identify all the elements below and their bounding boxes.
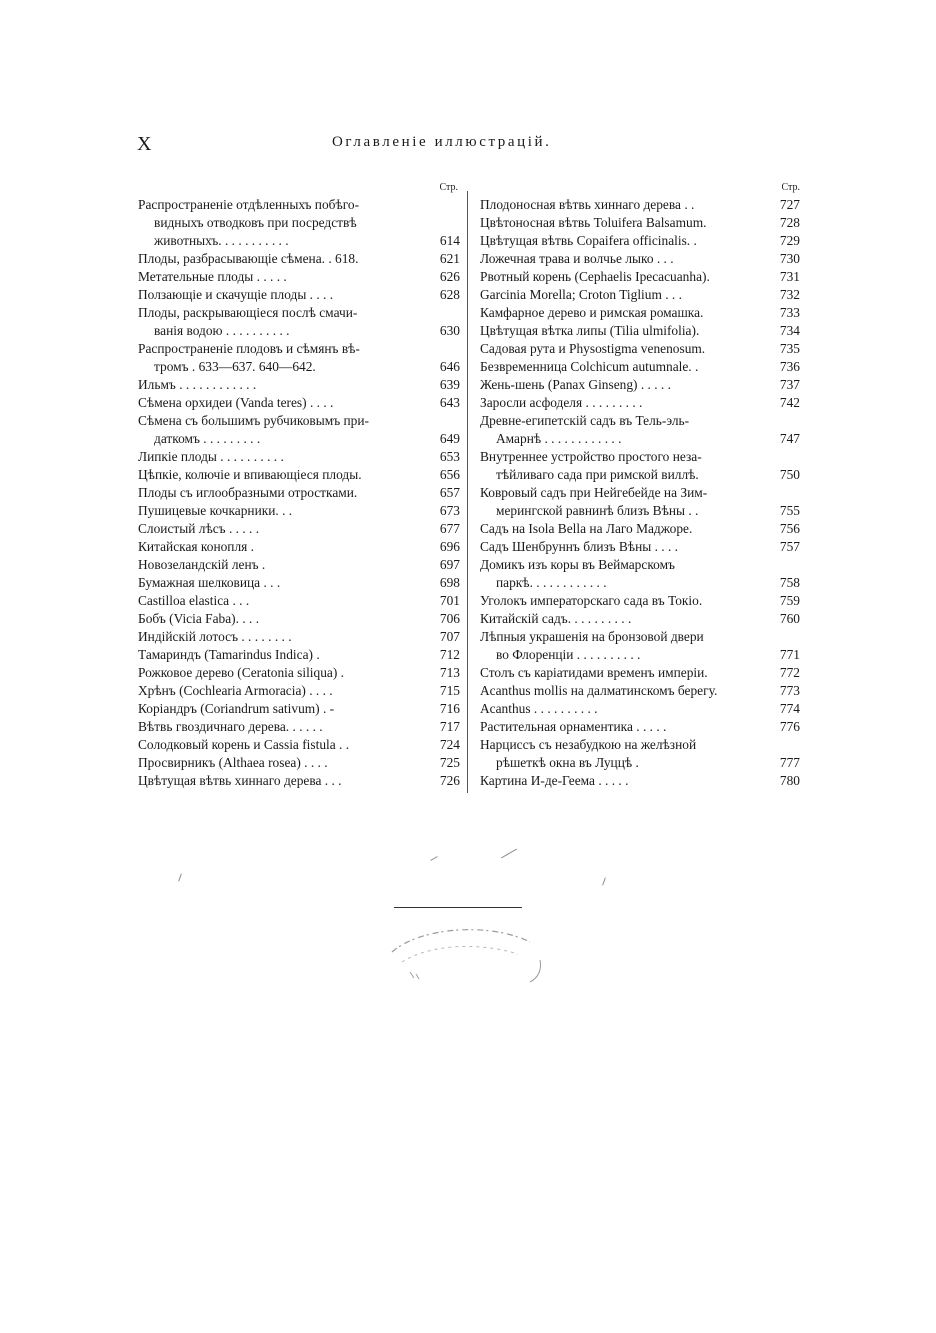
toc-page-number: 716 <box>439 701 460 716</box>
toc-entry-text: Вѣтвь гвоздичнаго дерева. . . . . . <box>138 719 323 734</box>
toc-entry-text: Просвирникъ (Althaea rosea) . . . . <box>138 755 328 770</box>
page-title: Оглавленіе иллюстрацій. <box>332 134 552 150</box>
toc-entry-title <box>480 538 800 556</box>
toc-entry <box>138 556 460 574</box>
toc-entry-text: Картина И-де-Геема . . . . . <box>480 773 629 788</box>
toc-entry-title <box>480 736 800 754</box>
toc-entry-title <box>480 196 800 214</box>
toc-entry-title <box>480 250 800 268</box>
toc-entry-text: рѣшеткѣ окна въ Луццѣ . <box>496 755 639 770</box>
toc-page-number: 733 <box>779 305 800 320</box>
toc-entry-title <box>480 520 800 538</box>
toc-page-number: 713 <box>439 665 460 680</box>
toc-entry-text: Нарциссъ съ незабудкою на желѣзной <box>480 737 697 752</box>
toc-page-number: 621 <box>439 251 460 266</box>
ink-speck <box>602 878 606 886</box>
toc-entry-title <box>480 484 800 502</box>
toc-entry <box>138 376 460 394</box>
toc-entry-text: ванія водою . . . . . . . . . . <box>154 323 290 338</box>
toc-entry-text: Уголокъ императорскаго сада въ Токіо. <box>480 593 703 608</box>
toc-page-number: 777 <box>779 755 800 770</box>
toc-entry-text: Китайская конопля . <box>138 539 255 554</box>
toc-entry <box>480 592 800 610</box>
toc-entry <box>138 196 460 250</box>
toc-entry <box>480 214 800 232</box>
toc-entry-title <box>138 628 460 646</box>
toc-entry <box>138 520 460 538</box>
toc-entry-text: даткомъ . . . . . . . . . <box>154 431 261 446</box>
toc-page-number: 626 <box>439 269 460 284</box>
toc-entry <box>480 700 800 718</box>
toc-entry <box>480 340 800 358</box>
toc-page-number: 750 <box>779 467 800 482</box>
toc-page-number: 712 <box>439 647 460 662</box>
toc-entry-title <box>480 682 800 700</box>
toc-entry <box>480 628 800 664</box>
toc-page-number: 771 <box>779 647 800 662</box>
toc-entry <box>138 718 460 736</box>
column-divider <box>467 191 468 793</box>
toc-entry-title <box>138 412 460 430</box>
toc-entry <box>480 538 800 556</box>
toc-entry-text: Амарнѣ . . . . . . . . . . . . <box>496 431 622 446</box>
toc-page-number: 725 <box>439 755 460 770</box>
toc-entry-text: Индійскій лотосъ . . . . . . . . <box>138 629 292 644</box>
toc-entry <box>480 268 800 286</box>
toc-entry <box>138 646 460 664</box>
toc-entry-text: тѣйливаго сада при римской виллѣ. <box>496 467 699 482</box>
toc-entry-text: паркѣ. . . . . . . . . . . . <box>496 575 607 590</box>
toc-entry <box>138 394 460 412</box>
toc-entry-text: Цвѣтущая вѣтвь хиннаго дерева . . . <box>138 773 342 788</box>
toc-entry-continuation <box>138 322 460 340</box>
toc-entry-title <box>480 394 800 412</box>
footer-rule <box>394 907 522 908</box>
toc-page-number: 757 <box>779 539 800 554</box>
toc-entry-text: Безвременница Colchicum autumnale. . <box>480 359 699 374</box>
toc-entry-title <box>480 304 800 322</box>
toc-entry <box>480 304 800 322</box>
toc-entry-continuation <box>138 430 460 448</box>
toc-entry-text: Столъ съ каріатидами временъ имперіи. <box>480 665 708 680</box>
toc-entry-text: Garcinia Morella; Croton Tiglium . . . <box>480 287 682 302</box>
toc-entry <box>480 772 800 790</box>
toc-page-number: 726 <box>439 773 460 788</box>
toc-entry-text: Садовая рута и Physostigma venenosum. <box>480 341 706 356</box>
toc-entry-text: Цвѣтущая вѣтвь Copaifera officinalis. . <box>480 233 697 248</box>
toc-entry-title <box>138 466 460 484</box>
toc-entry <box>138 664 460 682</box>
toc-entry-title <box>480 340 800 358</box>
toc-entry-continuation <box>480 574 800 592</box>
library-stamp-mark <box>380 922 555 990</box>
toc-entry-text: Жень-шень (Panax Ginseng) . . . . . <box>480 377 671 392</box>
toc-entry <box>138 412 460 448</box>
toc-entry-title <box>138 754 460 772</box>
toc-page-number: 772 <box>779 665 800 680</box>
toc-entry <box>138 682 460 700</box>
toc-entry-continuation <box>480 646 800 664</box>
toc-page-number: 737 <box>779 377 800 392</box>
toc-entry-text: Новозеландскій ленъ . <box>138 557 266 572</box>
toc-page-number: 734 <box>779 323 800 338</box>
toc-entry <box>480 250 800 268</box>
toc-entry-title <box>480 610 800 628</box>
toc-entry-title <box>138 268 460 286</box>
toc-entry-text: Цѣпкіе, колючіе и впивающіеся плоды. <box>138 467 362 482</box>
page-column-header: Стр. <box>781 182 800 193</box>
toc-entry-text: Сѣмена съ большимъ рубчиковымъ при- <box>138 413 369 428</box>
toc-entry-text: Камфарное дерево и римская ромашка. <box>480 305 704 320</box>
toc-page-number: 773 <box>779 683 800 698</box>
page-number: X <box>137 133 152 155</box>
toc-entry-title <box>138 700 460 718</box>
toc-entry-title <box>138 502 460 520</box>
toc-entry-title <box>480 664 800 682</box>
toc-entry <box>138 700 460 718</box>
toc-page-number: 628 <box>439 287 460 302</box>
toc-page-number: 729 <box>779 233 800 248</box>
toc-entry-continuation <box>138 214 460 232</box>
toc-entry-continuation <box>138 358 460 376</box>
toc-page-number: 697 <box>439 557 460 572</box>
toc-entry-text: Лѣпныя украшенія на бронзовой двери <box>480 629 704 644</box>
toc-entry-text: Растительная орнаментика . . . . . <box>480 719 667 734</box>
toc-entry <box>138 268 460 286</box>
toc-entry <box>480 520 800 538</box>
ink-speck <box>178 874 182 882</box>
toc-entry-text: Плодоносная вѣтвь хиннаго дерева . . <box>480 197 695 212</box>
toc-entry-title <box>138 736 460 754</box>
toc-page-number: 698 <box>439 575 460 590</box>
toc-page-number: 706 <box>439 611 460 626</box>
toc-page-number: 673 <box>439 503 460 518</box>
toc-entry-text: Древне-египетскій садъ въ Тель-эль- <box>480 413 690 428</box>
toc-entry-title <box>138 376 460 394</box>
toc-entry <box>480 196 800 214</box>
toc-entry <box>480 718 800 736</box>
toc-entry-text: Рожковое дерево (Ceratonia siliqua) . <box>138 665 345 680</box>
toc-entry-title <box>138 646 460 664</box>
toc-entry <box>480 286 800 304</box>
toc-entry-text: Садъ Шенбруннъ близъ Вѣны . . . . <box>480 539 679 554</box>
toc-entry <box>138 628 460 646</box>
toc-page-number: 639 <box>439 377 460 392</box>
toc-entry <box>138 610 460 628</box>
toc-entry <box>138 754 460 772</box>
toc-entry-title <box>138 340 460 358</box>
toc-entry-title <box>480 448 800 466</box>
toc-entry-text: тромъ . 633—637. 640—642. <box>154 359 316 374</box>
toc-entry-continuation <box>480 430 800 448</box>
toc-entry-title <box>138 772 460 790</box>
toc-list <box>138 196 460 790</box>
toc-page-number: 727 <box>779 197 800 212</box>
toc-entry-text: Липкіе плоды . . . . . . . . . . <box>138 449 284 464</box>
toc-entry-text: Распространеніе плодовъ и сѣмянъ вѣ- <box>138 341 360 356</box>
toc-entry-title <box>480 358 800 376</box>
toc-page-number: 657 <box>439 485 460 500</box>
toc-entry-title <box>138 394 460 412</box>
toc-page-number: 759 <box>779 593 800 608</box>
toc-entry-text: Бумажная шелковица . . . <box>138 575 281 590</box>
toc-entry-text: Распространеніе отдѣленныхъ побѣго- <box>138 197 360 212</box>
toc-entry-title <box>138 556 460 574</box>
toc-page-number: 614 <box>439 233 460 248</box>
toc-entry-title <box>138 304 460 322</box>
toc-entry <box>480 556 800 592</box>
toc-entry-text: Хрѣнъ (Cochlearia Armoracia) . . . . <box>138 683 333 698</box>
toc-entry-text: Тамариндъ (Tamarindus Indica) . <box>138 647 320 662</box>
toc-page-number: 656 <box>439 467 460 482</box>
toc-page-number: 760 <box>779 611 800 626</box>
toc-page-number: 780 <box>779 773 800 788</box>
toc-page-number: 756 <box>779 521 800 536</box>
toc-entry-text: Цвѣтущая вѣтка липы (Tilia ulmifolia). <box>480 323 700 338</box>
toc-entry-text: видныхъ отводковъ при посредствѣ <box>154 215 357 230</box>
toc-entry <box>138 484 460 502</box>
toc-entry <box>480 736 800 772</box>
toc-entry-title <box>138 448 460 466</box>
toc-entry-title <box>138 484 460 502</box>
toc-entry-title <box>138 520 460 538</box>
toc-entry-title <box>480 718 800 736</box>
toc-page-number: 731 <box>779 269 800 284</box>
toc-entry <box>138 574 460 592</box>
toc-entry-title <box>138 574 460 592</box>
toc-entry <box>138 448 460 466</box>
toc-entry-title <box>480 556 800 574</box>
toc-entry <box>138 538 460 556</box>
toc-entry-title <box>138 250 460 268</box>
left-toc-column <box>138 180 460 790</box>
toc-page-number: 755 <box>779 503 800 518</box>
toc-entry-text: Китайскій садъ. . . . . . . . . . <box>480 611 632 626</box>
toc-entry <box>138 502 460 520</box>
toc-entry-title <box>138 718 460 736</box>
toc-entry <box>480 448 800 484</box>
toc-page-number: 649 <box>439 431 460 446</box>
toc-entry <box>480 412 800 448</box>
toc-entry-title <box>480 322 800 340</box>
toc-entry-title <box>480 232 800 250</box>
toc-entry <box>138 286 460 304</box>
toc-entry <box>138 736 460 754</box>
page-column-header: Стр. <box>439 182 458 193</box>
toc-entry-title <box>138 682 460 700</box>
toc-entry-text: Внутреннее устройство простого неза- <box>480 449 702 464</box>
toc-entry-title <box>480 772 800 790</box>
toc-page-number: 735 <box>779 341 800 356</box>
toc-entry-text: животныхъ. . . . . . . . . . . <box>154 233 289 248</box>
toc-entry-title <box>480 592 800 610</box>
toc-page-number: 677 <box>439 521 460 536</box>
toc-entry-title <box>138 196 460 214</box>
toc-entry <box>480 322 800 340</box>
toc-entry-text: во Флоренціи . . . . . . . . . . <box>496 647 641 662</box>
toc-page-number: 701 <box>439 593 460 608</box>
toc-page-number: 653 <box>439 449 460 464</box>
toc-entry <box>480 610 800 628</box>
toc-entry-continuation <box>480 466 800 484</box>
toc-entry-title <box>480 700 800 718</box>
toc-entry-text: Плоды, раскрывающіеся послѣ смачи- <box>138 305 358 320</box>
ink-speck <box>430 856 437 861</box>
toc-page-number: 696 <box>439 539 460 554</box>
toc-entry-text: Рвотный корень (Cephaelis Ipecacuanha). <box>480 269 710 284</box>
toc-entry <box>138 592 460 610</box>
toc-entry-text: Коріандръ (Coriandrum sativum) . - <box>138 701 335 716</box>
toc-entry-text: Плоды, разбрасывающіе сѣмена. . 618. <box>138 251 359 266</box>
toc-entry-text: Пушицевые кочкарники. . . <box>138 503 293 518</box>
toc-entry <box>480 358 800 376</box>
toc-page-number: 747 <box>779 431 800 446</box>
toc-entry-title <box>480 268 800 286</box>
toc-page-number: 758 <box>779 575 800 590</box>
toc-entry <box>138 772 460 790</box>
toc-entry-title <box>480 412 800 430</box>
toc-entry-title <box>138 538 460 556</box>
toc-entry-title <box>480 376 800 394</box>
toc-entry-continuation <box>480 754 800 772</box>
toc-entry <box>480 376 800 394</box>
toc-entry-title <box>138 610 460 628</box>
ink-speck <box>501 849 517 859</box>
toc-entry-text: Ильмъ . . . . . . . . . . . . <box>138 377 257 392</box>
toc-page-number: 774 <box>779 701 800 716</box>
toc-entry-text: Плоды съ иглообразными отростками. <box>138 485 358 500</box>
toc-entry-title <box>480 214 800 232</box>
toc-entry-title <box>480 286 800 304</box>
toc-entry <box>480 232 800 250</box>
toc-entry-title <box>138 664 460 682</box>
toc-entry-text: Бобъ (Vicia Faba). . . . <box>138 611 260 626</box>
toc-entry <box>138 466 460 484</box>
toc-list <box>480 196 800 790</box>
toc-entry-text: Ползающіе и скачущіе плоды . . . . <box>138 287 334 302</box>
toc-entry-text: Acanthus . . . . . . . . . . <box>480 701 598 716</box>
toc-page-number: 730 <box>779 251 800 266</box>
toc-entry-text: Домикъ изъ коры въ Веймарскомъ <box>480 557 675 572</box>
toc-entry <box>480 682 800 700</box>
toc-entry-continuation <box>480 502 800 520</box>
toc-entry-text: Слоистый лѣсъ . . . . . <box>138 521 260 536</box>
toc-page-number: 742 <box>779 395 800 410</box>
toc-entry <box>138 250 460 268</box>
toc-entry-continuation <box>138 232 460 250</box>
toc-entry-text: Метательные плоды . . . . . <box>138 269 287 284</box>
toc-entry <box>480 394 800 412</box>
toc-page-number: 643 <box>439 395 460 410</box>
toc-entry-title <box>138 592 460 610</box>
toc-page-number: 707 <box>439 629 460 644</box>
toc-entry <box>480 484 800 520</box>
toc-page-number: 630 <box>439 323 460 338</box>
toc-entry-text: Сѣмена орхидеи (Vanda teres) . . . . <box>138 395 334 410</box>
toc-entry-title <box>480 628 800 646</box>
toc-page-number: 646 <box>439 359 460 374</box>
toc-entry <box>480 664 800 682</box>
toc-page-number: 728 <box>779 215 800 230</box>
toc-entry-title <box>138 286 460 304</box>
toc-entry-text: Ковровый садъ при Нейгебейде на Зим- <box>480 485 708 500</box>
toc-page-number: 776 <box>779 719 800 734</box>
toc-entry-text: Солодковый корень и Cassia fistula . . <box>138 737 350 752</box>
toc-entry-text: Acanthus mollis на далматинскомъ берегу. <box>480 683 718 698</box>
toc-entry-text: Садъ на Isola Bella на Лаго Маджоре. <box>480 521 693 536</box>
toc-page-number: 736 <box>779 359 800 374</box>
toc-entry-text: Цвѣтоносная вѣтвь Toluifera Balsamum. <box>480 215 707 230</box>
toc-entry-text: Заросли асфоделя . . . . . . . . . <box>480 395 643 410</box>
toc-entry <box>138 340 460 376</box>
toc-page-number: 717 <box>439 719 460 734</box>
toc-entry-text: мерингской равнинѣ близъ Вѣны . . <box>496 503 699 518</box>
toc-entry-text: Ложечная трава и волчье лыко . . . <box>480 251 674 266</box>
toc-page-number: 724 <box>439 737 460 752</box>
toc-entry-text: Castilloa elastica . . . <box>138 593 250 608</box>
toc-page-number: 732 <box>779 287 800 302</box>
toc-entry <box>138 304 460 340</box>
toc-page-number: 715 <box>439 683 460 698</box>
right-toc-column <box>480 180 800 790</box>
